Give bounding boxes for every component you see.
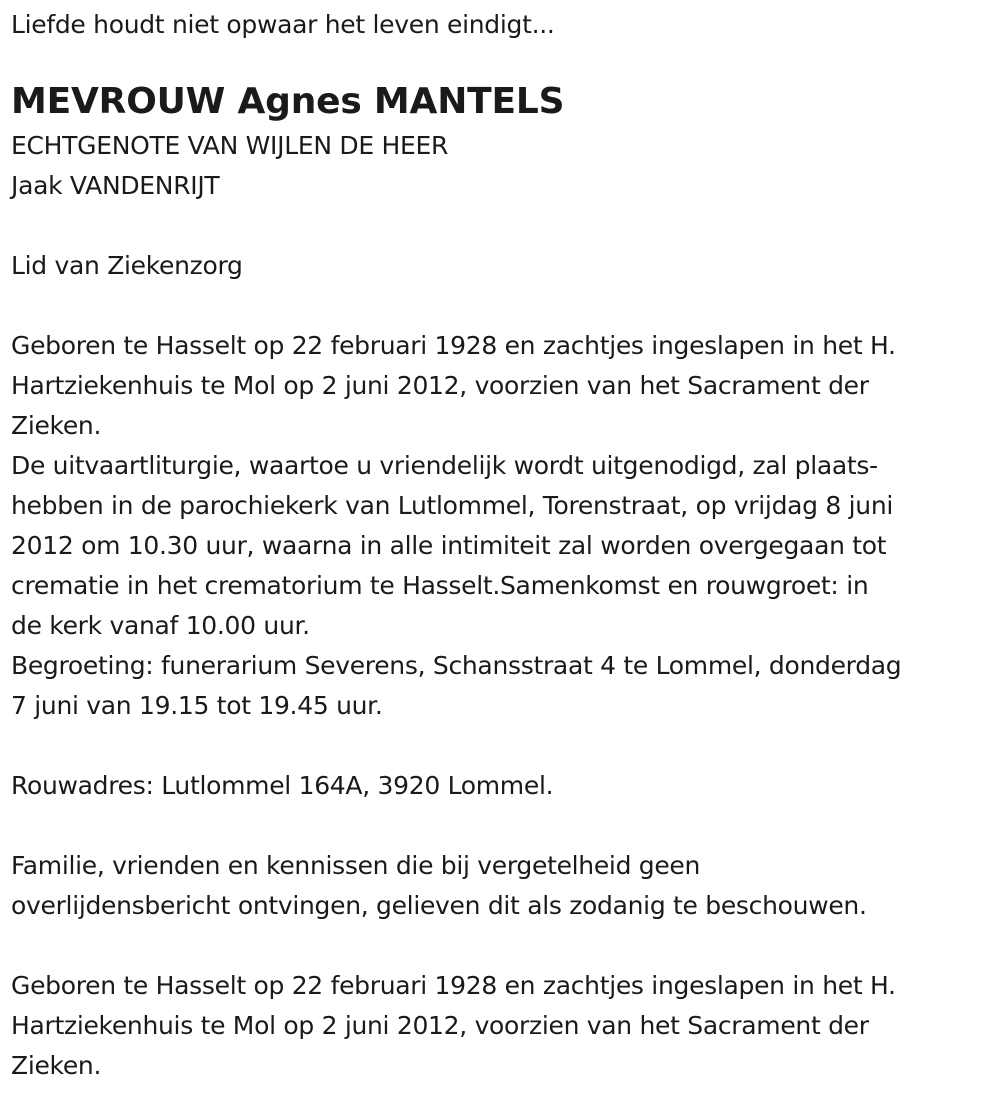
birth-death-paragraph <box>11 326 1000 446</box>
visitation-paragraph <box>11 646 1000 726</box>
spacer <box>11 726 1000 766</box>
paragraph-line: Hartziekenhuis te Mol op 2 juni 2012, voorzien van het Sacrament der <box>11 1011 869 1040</box>
birth-death-paragraph-repeat <box>11 966 1000 1086</box>
paragraph-line: De uitvaartliturgie, waartoe u vriendelijk wordt uitgenodigd, zal plaats- <box>11 451 878 480</box>
paragraph-line: crematie in het crematorium te Hasselt.Samenkomst en rouwgroet: in <box>11 571 869 600</box>
motto: Liefde houdt niet opwaar het leven eindigt... <box>11 10 555 39</box>
spouse-name: Jaak VANDENRIJT <box>11 171 220 200</box>
paragraph-line: 7 juni van 19.15 tot 19.45 uur. <box>11 691 383 720</box>
spacer <box>11 806 1000 846</box>
membership: Lid van Ziekenzorg <box>11 251 243 280</box>
paragraph-line: 2012 om 10.30 uur, waarna in alle intimiteit zal worden overgegaan tot <box>11 531 887 560</box>
paragraph-line: Geboren te Hasselt op 22 februari 1928 en zachtjes ingeslapen in het H. <box>11 971 896 1000</box>
paragraph-line: Geboren te Hasselt op 22 februari 1928 en zachtjes ingeslapen in het H. <box>11 331 896 360</box>
paragraph-line: hebben in de parochiekerk van Lutlommel, Torenstraat, op vrijdag 8 juni <box>11 491 894 520</box>
mourning-address: Rouwadres: Lutlommel 164A, 3920 Lommel. <box>11 771 554 800</box>
family-note-paragraph <box>11 846 1000 926</box>
spouse-title: ECHTGENOTE VAN WIJLEN DE HEER <box>11 131 449 160</box>
spacer <box>11 206 1000 246</box>
death-notice <box>0 5 1000 1086</box>
paragraph-line: Zieken. <box>11 1051 102 1080</box>
paragraph-line: Zieken. <box>11 411 102 440</box>
paragraph-line: Begroeting: funerarium Severens, Schansstraat 4 te Lommel, donderdag <box>11 651 902 680</box>
paragraph-line: Familie, vrienden en kennissen die bij vergetelheid geen <box>11 851 701 880</box>
spacer <box>11 926 1000 966</box>
paragraph-line: overlijdensbericht ontvingen, gelieven dit als zodanig te beschouwen. <box>11 891 867 920</box>
paragraph-line: de kerk vanaf 10.00 uur. <box>11 611 310 640</box>
deceased-name: MEVROUW Agnes MANTELS <box>11 81 565 122</box>
spacer <box>11 286 1000 326</box>
funeral-paragraph <box>11 446 1000 646</box>
paragraph-line: Hartziekenhuis te Mol op 2 juni 2012, voorzien van het Sacrament der <box>11 371 869 400</box>
